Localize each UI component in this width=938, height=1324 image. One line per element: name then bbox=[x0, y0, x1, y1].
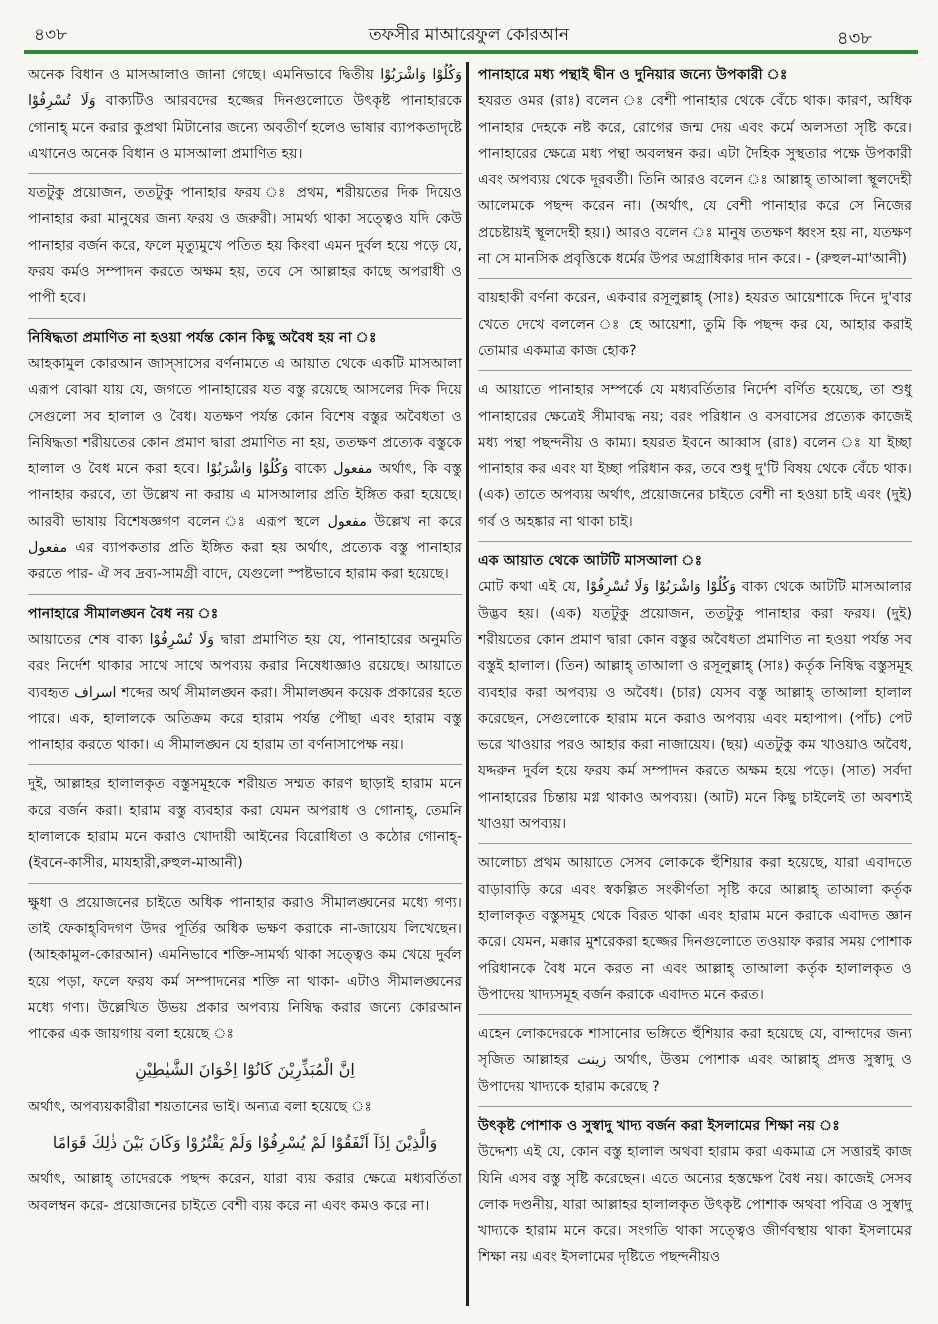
paragraph: অর্থাৎ, অপব্যয়কারীরা শয়তানের ভাই। অন্যত্র বলা হয়েছে ঃ bbox=[28, 1098, 372, 1115]
paragraph: উদ্দেশ্য এই যে, কোন বস্তু হালাল অথবা হারাম করা একমাত্র সে সত্তারই কাজ যিনি এসব বস্তু সৃষ্টি করেছেন। এতে অন্যের হস্তক্ষেপ বৈধ নয়। কাজেই সেসব লোক দণ্ডনীয়, যারা আল্লাহর হালালকৃত উৎকৃষ্ট পোশাক অথবা পবিত্র ও সুস্বাদু খাদ্যকে হারাম মনে করে। সংগতি থাকা সত্ত্বেও জীর্ণবস্থায় থাকা ইসলামের শিক্ষা নয় এবং ইসলামের দৃষ্টিতে পছন্দনীয়ও bbox=[478, 1144, 912, 1266]
paragraph: হযরত ওমর (রাঃ) বলেন ঃ বেশী পানাহার থেকে বেঁচে থাক। কারণ, অধিক পানাহার দেহকে নষ্ট করে, রোগের জন্ম দেয় এবং কর্মে অলসতা সৃষ্টি করে। পানাহারের ক্ষেত্রে মধ্য পন্থা অবলম্বন কর। এটা দৈহিক সুস্থতার পক্ষে উপকারী এবং অপব্যয় থেকে দূরবর্তী। তিনি আরও বলেন ঃ আল্লাহ্ তাআলা স্থূলদেহী আলেমকে পছন্দ করেন না। (অর্থাৎ, যে বেশী পানাহার করে সে নিজের প্রচেষ্টায়ই স্থূলদেহী হয়।) আরও বলেন ঃ মানুষ ততক্ষণ ধ্বংস হয় না, যতক্ষণ না সে মানসিক প্রবৃত্তিকে ধর্মের উপর অগ্রাধিকার দান করে। - (রুহুল-মা'আনী) bbox=[478, 93, 912, 268]
separator bbox=[478, 535, 912, 542]
paragraph: এহেন লোকদেরকে শাসানোর ভঙ্গিতে হুঁশিয়ার করা হয়েছে যে, বান্দাদের জন্য সৃজিত আল্লাহর زينت অর্থাৎ, উত্তম পোশাক এবং আল্লাহ্ প্রদত্ত সুস্বাদু ও উপাদেয় খাদ্যকে হারাম করেছে ? bbox=[478, 1026, 912, 1095]
separator bbox=[478, 837, 912, 844]
right-column bbox=[478, 62, 912, 1271]
paragraph: ক্ষুধা ও প্রয়োজনের চাইতে অধিক পানাহার করাও সীমালঙ্ঘনের মধ্যে গণ্য। তাই ফেকাহ্‌বিদগণ উদর পূর্তির অধিক ভক্ষণ করাকে না-জায়েয লিখেছেন। (আহকামুল-কোরআন) এমনিভাবে শক্তি-সামর্থ্য থাকা সত্ত্বেও কম খেয়ে দুর্বল হয়ে পড়া, ফলে ফরয কর্ম সম্পাদনের শক্তি না থাকা- এটাও সীমালঙ্ঘনের মধ্যে গণ্য। উল্লেখিত উভয় প্রকার অপব্যয় নিষিদ্ধ করার জন্যে কোরআন পাকের এক জায়গায় বলা হয়েছে ঃ bbox=[28, 894, 462, 1043]
left-column bbox=[28, 62, 462, 1219]
separator bbox=[28, 588, 462, 595]
separator bbox=[478, 272, 912, 279]
arabic-verse: اِنَّ الْمُبَذِّرِيْنَ كَانُوْٓا اِخْوَانَ الشَّيٰطِيْنِ bbox=[135, 1060, 355, 1080]
paragraph: আহকামুল কোরআন জাস্সাসের বর্ণনামতে এ আয়াত থেকে একটি মাসআলা এরূপ বোঝা যায় যে, জগতে পানাহারের যত বস্তু রয়েছে আসলের দিক দিয়ে সেগুলো সব হালাল ও বৈধ। যতক্ষণ পর্যন্ত কোন বিশেষ বস্তুর অবৈধতা ও নিষিদ্ধতা শরীয়তের কোন প্রমাণ দ্বারা প্রমাণিত না হয়, ততক্ষণ প্রত্যেক বস্তুকে হালাল ও বৈধ মনে করা হবে। وَكُلُوْا وَاشْرَبُوْا বাক্যে مفعول অর্থাৎ, কি বস্তু পানাহার করবে, তা উল্লেখ না করায় এ মাসআলার প্রতি ইঙ্গিত করা হয়েছে। আরবী ভাষায় বিশেষজ্ঞগণ বলেন ঃ এরূপ স্থলে مفعول উল্লেখ না করে مفعول এর ব্যাপকতার প্রতি ইঙ্গিত করা হয় অর্থাৎ, প্রত্যেক বস্তু পানাহার করতে পার- ঐ সব দ্রব্য-সামগ্রী বাদে, যেগুলো স্পষ্টভাবে হারাম করা হয়েছে। bbox=[28, 355, 463, 583]
paragraph: বায়হাকী বর্ণনা করেন, একবার রসূলুল্লাহ্ (সাঃ) হযরত আয়েশাকে দিনে দু'বার খেতে দেখে বললেন ঃ হে আয়েশা, তুমি কি পছন্দ কর যে, আহার করাই তোমার একমাত্র কাজ হোক? bbox=[478, 290, 912, 359]
paragraph: যতটুকু প্রয়োজন, ততটুকু পানাহার ফরয ঃ প্রথম, শরীয়তের দিক দিয়েও পানাহার করা মানুষের জন্য ফরয ও জরুরী। সামর্থ্য থাকা সত্ত্বেও যদি কেউ পানাহার বর্জন করে, ফলে মৃত্যুমুখে পতিত হয় কিংবা এমন দুর্বল হয়ে পড়ে যে, ফরয কর্মও সম্পাদন করতে অক্ষম হয়, তবে সে আল্লাহর কাছে অপরাধী ও পাপী হবে। bbox=[28, 185, 462, 307]
arabic-verse: وَالَّذِيْنَ اِذَآ اَنْفَقُوْا لَمْ يُسْرِفُوْا وَلَمْ يَقْتُرُوْا وَكَانَ بَيْنَ ذٰلِكَ قَوَامًا bbox=[52, 1132, 438, 1152]
paragraph: দুই, আল্লাহর হালালকৃত বস্তুসমূহকে শরীয়ত সম্মত কারণ ছাড়াই হারাম মনে করে বর্জন করা। হারাম বস্তু ব্যবহার করা যেমন অপরাধ ও গোনাহ্, তেমনি হালালকে হারাম মনে করাও খোদায়ী আইনের বিরোধিতা ও কঠোর গোনাহ্- (ইবনে-কাসীর, মাযহারী,রুহুল-মাআনী) bbox=[28, 776, 462, 872]
page-number-right: ৪৩৮ bbox=[836, 28, 872, 49]
separator bbox=[478, 364, 912, 371]
paragraph: মোট কথা এই যে, وَكُلُوْا وَاشْرَبُوْا وَلَا تُسْرِفُوْا বাক্য থেকে আটটি মাসআলার উদ্ভব হয়। (এক) যতটুকু প্রয়োজন, ততটুকু পানাহার করা ফরয। (দুই) শরীয়তের কোন প্রমাণ দ্বারা কোন বস্তুর অবৈধতা প্রমাণিত না হওয়া পর্যন্ত সব বস্তুই হালাল। (তিন) আল্লাহ্ তাআলা ও রসূলুল্লাহ্ (সাঃ) কর্তৃক নিষিদ্ধ বস্তুসমূহ ব্যবহার করা অপব্যয় ও অবৈধ। (চার) যেসব বস্তু আল্লাহ্ তাআলা হালাল করেছেন, সেগুলোকে হারাম মনে করাও অপব্যয় এবং মহাপাপ। (পাঁচ) পেট ভরে খাওয়ার পরও আহার করা নাজায়েয। (ছয়) এতটুকু কম খাওয়াও অবৈধ, যদ্দরুন দুর্বল হয়ে ফরয কর্ম সম্পাদন করতে অক্ষম হয়ে পড়ে। (সাত) সর্বদা পানাহারের চিন্তায় মগ্ন থাকাও অপব্যয়। (আট) মনে কিছু চাইলেই তা অবশ্যই খাওয়া অপব্যয়। bbox=[478, 579, 912, 833]
section-heading: উৎকৃষ্ট পোশাক ও সুস্বাদু খাদ্য বর্জন করা ইসলামের শিক্ষা নয় ঃ bbox=[478, 1117, 840, 1134]
section-heading: পানাহারে সীমালঙ্ঘন বৈধ নয় ঃ bbox=[28, 605, 219, 622]
section-heading: পানাহারে মধ্য পন্থাই দ্বীন ও দুনিয়ার জন্যে উপকারী ঃ bbox=[478, 67, 788, 83]
header-rule bbox=[24, 50, 918, 54]
page-number-left: ৪৩৮ bbox=[34, 25, 68, 45]
separator bbox=[28, 312, 462, 319]
paragraph: আয়াতের শেষ বাক্য وَلَا تُسْرِفُوْا দ্বারা প্রমাণিত হয় যে, পানাহারের অনুমতি বরং নির্দেশ থাকার সাথে সাথে অপব্যয় করার নিষেধাজ্ঞাও রয়েছে। আয়াতে ব্যবহৃত اسراف শব্দের অর্থ সীমালঙ্ঘন করা। সীমালঙ্ঘন কয়েক প্রকারের হতে পারে। এক, হালালকে অতিক্রম করে হারাম পর্যন্ত পৌছা এবং হারাম বস্তু পানাহার করতে থাকা। এ সীমালঙ্ঘন যে হারাম তা বর্ণনাসাপেক্ষ নয়। bbox=[28, 631, 462, 754]
page-header bbox=[0, 0, 938, 58]
column-divider bbox=[466, 62, 469, 1306]
section-heading: এক আয়াত থেকে আটটি মাসআলা ঃ bbox=[478, 553, 703, 570]
paragraph: এ আয়াতে পানাহার সম্পর্কে যে মধ্যবর্তিতার নির্দেশ বর্ণিত হয়েছে, তা শুধু পানাহারের ক্ষেত্রেই সীমাবদ্ধ নয়; বরং পরিধান ও বসবাসের প্রত্যেক কাজেই মধ্য পন্থা পছন্দনীয় ও কাম্য। হযরত ইবনে আব্বাস (রাঃ) বলেন ঃ যা ইচ্ছা পানাহার কর এবং যা ইচ্ছা পরিধান কর, তবে শুধু দু'টি বিষয় থেকে বেঁচে থাক। (এক) তাতে অপব্যয় অর্থাৎ, প্রয়োজনের চাইতে বেশী না হওয়া চাই এবং (দুই) গর্ব ও অহঙ্কার না থাকা চাই। bbox=[478, 382, 912, 530]
separator bbox=[478, 1008, 912, 1015]
section-heading: নিষিদ্ধতা প্রমাণিত না হওয়া পর্যন্ত কোন কিছু অবৈধ হয় না ঃ bbox=[28, 329, 377, 346]
separator bbox=[478, 1100, 912, 1107]
separator bbox=[28, 758, 462, 765]
paragraph: অর্থাৎ, আল্লাহ্ তাদেরকে পছন্দ করেন, যারা ব্যয় করার ক্ষেত্রে মধ্যবর্তিতা অবলম্বন করে- প্রয়োজনের চাইতে বেশী ব্যয় করে না এবং কমও করে না। bbox=[28, 1171, 462, 1214]
paragraph: অনেক বিধান ও মাসআলাও জানা গেছে। এমনিভাবে দ্বিতীয় وَكُلُوْا وَاشْرَبُوْا وَلَا تُسْرِفُوْا বাক্যটিও আরবদের হজ্জের দিনগুলোতে উৎকৃষ্ট পানাহারকে গোনাহ্ মনে করার কুপ্রথা মিটানোর জন্যে অবতীর্ণ হলেও ভাষার ব্যাপকতাদৃষ্টে এখানেও অনেক বিধান ও মাসআলা প্রমাণিত হয়। bbox=[28, 67, 462, 162]
separator bbox=[28, 877, 462, 884]
running-title: তফসীর মাআরেফুল কোরআন bbox=[369, 25, 569, 45]
paragraph: আলোচ্য প্রথম আয়াতে সেসব লোককে হুঁশিয়ার করা হয়েছে, যারা এবাদতে বাড়াবাড়ি করে এবং স্বকল্পিত সংকীর্ণতা সৃষ্টি করে আল্লাহ্ তাআলা কর্তৃক হালালকৃত বস্তুসমূহ থেকে বিরত থাকা এবং হারাম মনে করাকে এবাদত জ্ঞান করে। যেমন, মক্কার মুশরেকরা হজ্জের দিনগুলোতে তওয়াফ করার সময় পোশাক পরিধানকে বৈধ মনে করত না এবং আল্লাহ্ তাআলা কর্তৃক হালালকৃত ও উপাদেয় খাদ্যসমূহ বর্জন করাকে এবাদত মনে করত। bbox=[478, 855, 912, 1003]
separator bbox=[28, 167, 462, 174]
